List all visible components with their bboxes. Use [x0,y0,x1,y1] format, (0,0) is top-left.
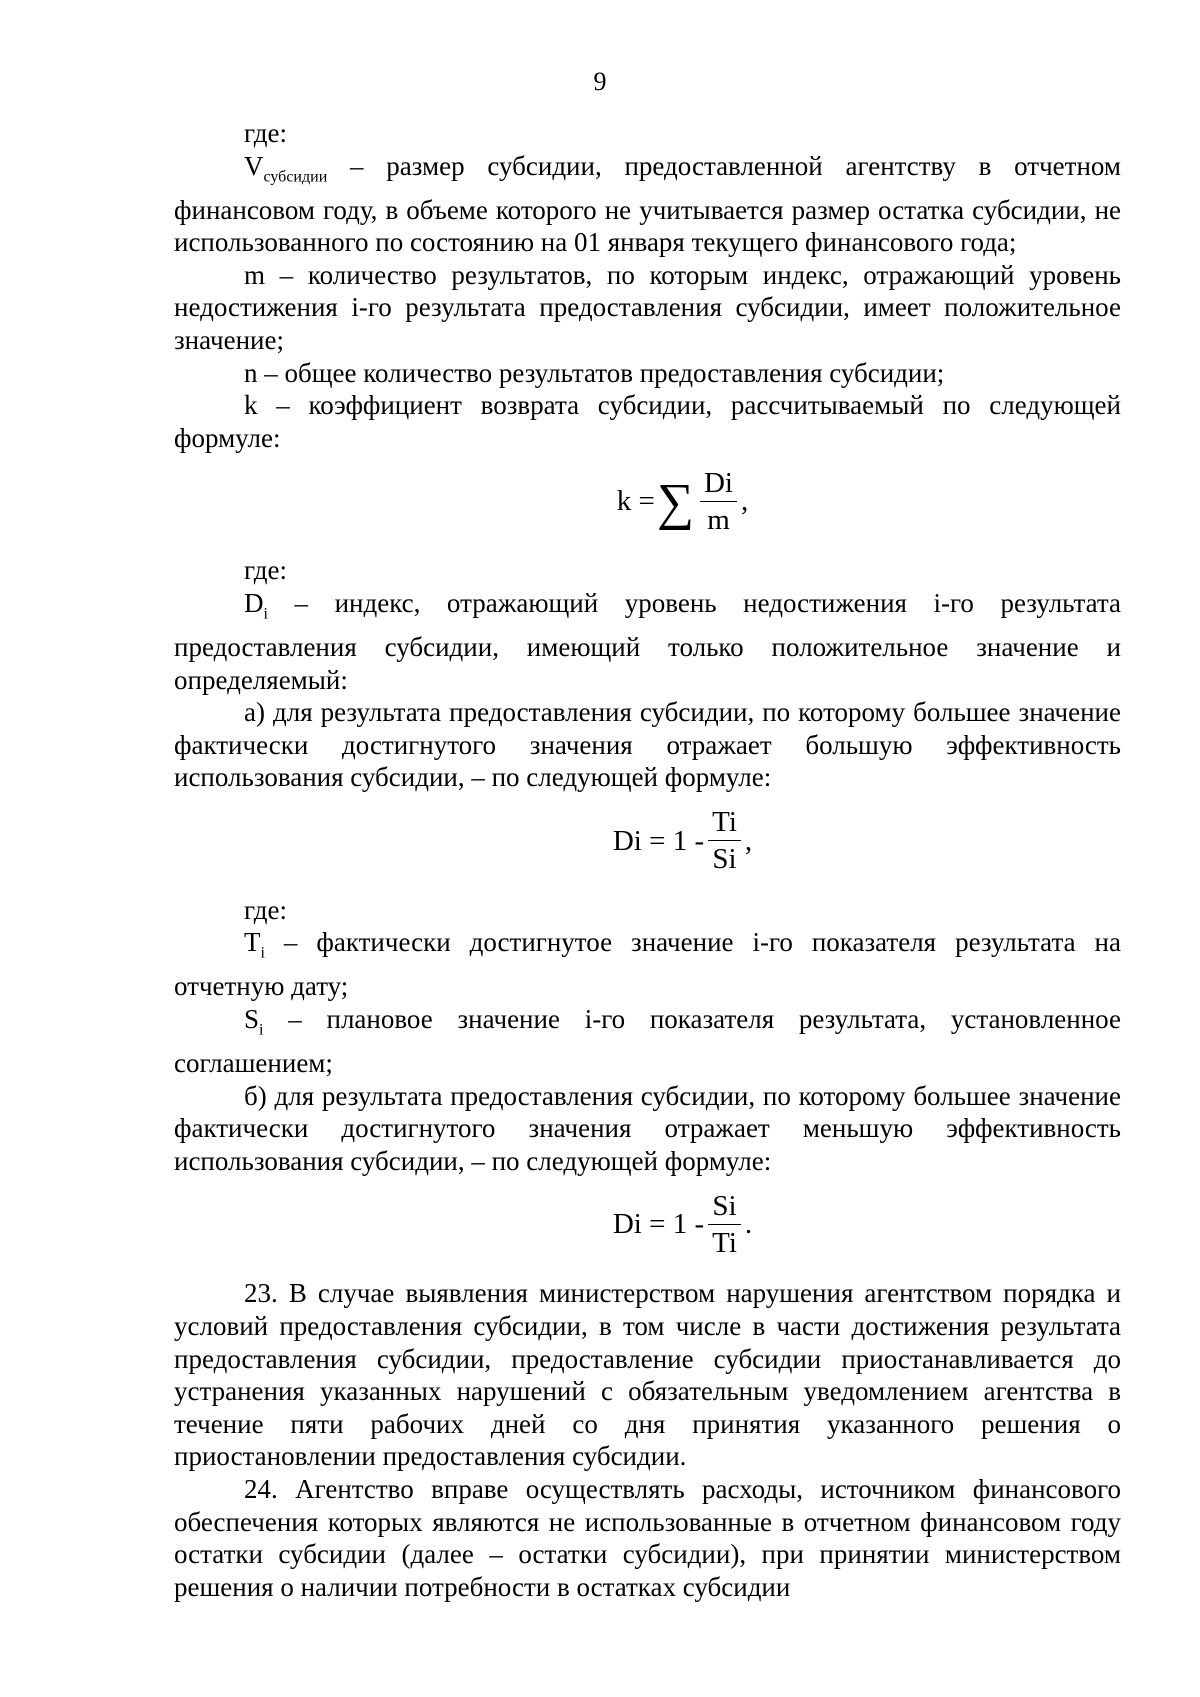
v-symbol: V [244,150,264,181]
paragraph-m-definition: m – количество результатов, по которым индекс, отражающий уровень недостижения i-го результата предоставления субсидии, имеет положительное значение; [174,259,1121,355]
t-subscript: i [260,944,265,962]
t-definition-text: – фактически достигнутое значение i-го показателя результата на отчетную дату; [174,927,1121,1002]
paragraph-t-definition [174,926,1121,1003]
formula-k-fraction [700,467,737,536]
document-body [174,117,1121,1603]
formula-di-a [174,796,1121,886]
paragraph-item-24: 24. Агентство вправе осуществлять расходы, источником финансового обеспечения которых являются не использованные в отчетном финансовом году остатки субсидии (далее – остатки субсидии), при принятии министерством решения о наличии потребности в остатках субсидии [174,1473,1121,1602]
paragraph-s-definition [174,1003,1121,1080]
paragraph-where: где: [244,118,287,148]
formula-di-a-fraction [708,806,741,875]
s-definition-text: – плановое значение i-го показателя результата, установленное соглашением; [174,1004,1121,1079]
page-number: 9 [593,67,607,96]
paragraph-k-definition: k – коэффициент возврата субсидии, рассчитываемый по следующей формуле: [174,390,1121,453]
s-subscript: i [259,1021,264,1039]
formula-di-a-lhs: Di = 1 - [612,824,705,857]
paragraph-v-definition [174,150,1121,259]
v-subscript: субсидии [263,167,328,185]
v-definition-text: – размер субсидии, предоставленной агентству в отчетном финансовом году, в объеме которого не учитывается размер остатка субсидии, не использованного по состоянию на 01 января текущего финансового года; [174,150,1121,258]
paragraph-case-b: б) для результата предоставления субсидии, по которому большее значение фактически достигнутого значения отражает меньшую эффективность использования субсидии, – по следующей формуле: [174,1080,1121,1176]
formula-k [174,456,1121,546]
d-definition-text: – индекс, отражающий уровень недостижения i-го результата предоставления субсидии, имеющий только положительное значение и определяемый: [174,587,1121,695]
formula-di-b-tail: . [744,1208,753,1241]
formula-di-b-fraction [708,1190,741,1259]
paragraph-where: где: [244,894,287,925]
formula-k-tail: , [740,485,749,518]
formula-k-lhs: k = [616,485,655,518]
paragraph-where: где: [244,555,287,586]
formula-di-b [174,1179,1121,1269]
paragraph-case-a: а) для результата предоставления субсидии, по которому большее значение фактически достигнутого значения отражает большую эффективность использования субсидии, – по следующей формуле: [174,697,1121,793]
d-symbol: D [244,587,264,618]
t-symbol: T [244,927,261,958]
formula-di-b-denominator: Ti [712,1226,737,1259]
formula-di-b-lhs: Di = 1 - [612,1208,705,1241]
s-symbol: S [244,1004,260,1035]
formula-di-a-numerator: Ti [708,806,741,841]
formula-k-numerator: Di [700,467,737,502]
d-subscript: i [263,605,268,623]
paragraph-n-definition: n – общее количество результатов предоставления субсидии; [244,357,945,388]
paragraph-d-definition [174,587,1121,696]
formula-di-b-numerator: Si [708,1190,740,1225]
sigma-symbol: ∑ [656,474,694,532]
formula-k-denominator: m [707,503,730,536]
paragraph-item-23: 23. В случае выявления министерством нарушения агентством порядка и условий предоставления субсидии, в том числе в части достижения результата предоставления субсидии, предоставление субсидии приостанавливается до устранения указанных нарушений с обязательным уведомлением агентства в течение пяти рабочих дней со дня принятия указанного решения о приостановлении предоставления субсидии. [174,1278,1121,1472]
formula-di-a-denominator: Si [712,843,737,876]
formula-di-a-tail: , [744,824,753,857]
